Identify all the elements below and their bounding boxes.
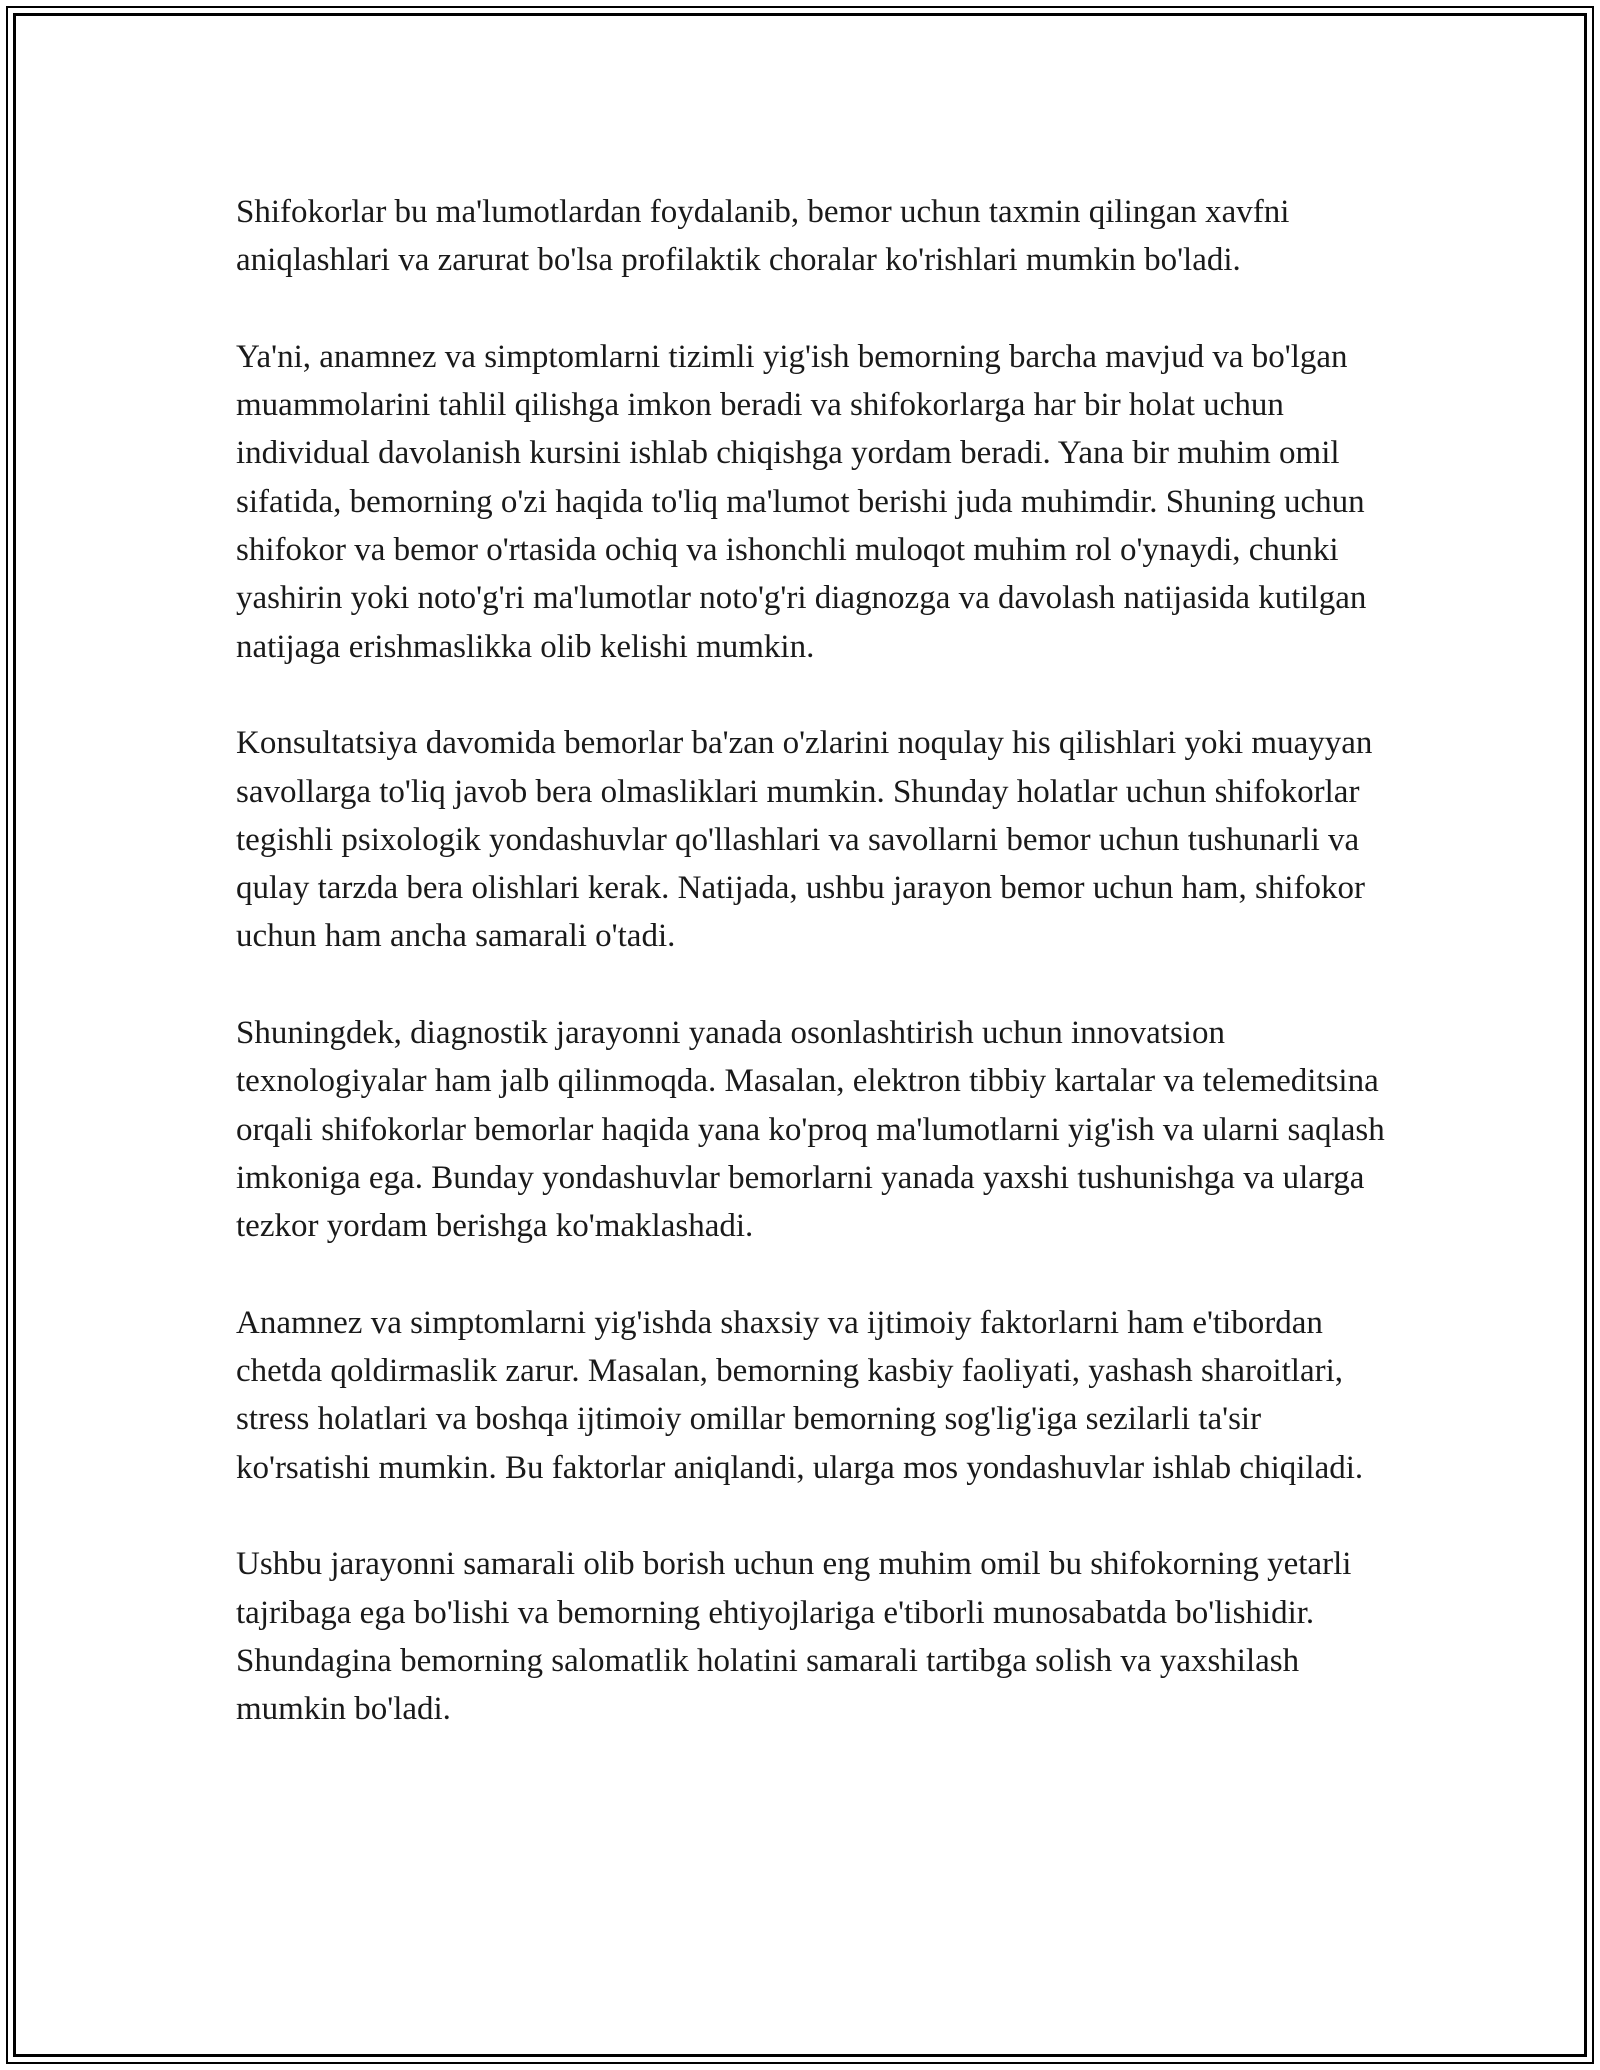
- paragraph-5: Anamnez va simptomlarni yig'ishda shaxsiy va ijtimoiy faktorlarni ham e'tibordan chetda qoldirmaslik zarur. Masalan, bemorning kasbiy faoliyati, yashash sharoitlari, stress holatlari va boshqa ijtimoiy omillar bemorning sog'lig'iga sezilarli ta'sir ko'rsatishi mumkin. Bu faktorlar aniqlandi, ularga mos yondashuvlar ishlab chiqiladi.: [236, 1304, 1364, 1486]
- paragraph-4: Shuningdek, diagnostik jarayonni yanada osonlashtirish uchun innovatsion texnologiyalar ham jalb qilinmoqda. Masalan, elektron tibbiy kartalar va telemeditsina orqali shifokorlar bemorlar haqida yana ko'proq ma'lumotlarni yig'ish va ularni saqlash imkoniga ega. Bunday yondashuvlar bemorlarni yanada yaxshi tushunishga va ularga tezkor yordam berishga ko'maklashadi.: [236, 1015, 1385, 1245]
- paragraph-3: Konsultatsiya davomida bemorlar ba'zan o'zlarini noqulay his qilishlari yoki muayyan savollarga to'liq javob bera olmasliklari mumkin. Shunday holatlar uchun shifokorlar tegishli psixologik yondashuvlar qo'llashlari va savollarni bemor uchun tushunarli va qulay tarzda bera olishlari kerak. Natijada, ushbu jarayon bemor uchun ham, shifokor uchun ham ancha samarali o'tadi.: [236, 725, 1373, 955]
- paragraph-2: Ya'ni, anamnez va simptomlarni tizimli yig'ish bemorning barcha mavjud va bo'lgan muammolarini tahlil qilishga imkon beradi va shifokorlarga har bir holat uchun individual davolanish kursini ishlab chiqishga yordam beradi. Yana bir muhim omil sifatida, bemorning o'zi haqida to'liq ma'lumot berishi juda muhimdir. Shuning uchun shifokor va bemor o'rtasida ochiq va ishonchli muloqot muhim rol o'ynaydi, chunki yashirin yoki noto'g'ri ma'lumotlar noto'g'ri diagnozga va davolash natijasida kutilgan natijaga erishmaslikka olib kelishi mumkin.: [236, 338, 1367, 665]
- paragraph-1: Shifokorlar bu ma'lumotlardan foydalanib, bemor uchun taxmin qilingan xavfni aniqlashlari va zarurat bo'lsa profilaktik choralar ko'rishlari mumkin bo'ladi.: [236, 194, 1290, 279]
- paragraph-6: Ushbu jarayonni samarali olib borish uchun eng muhim omil bu shifokorning yetarli tajribaga ega bo'lishi va bemorning ehtiyojlariga e'tiborli munosabatda bo'lishidir. Shundagina bemorning salomatlik holatini samarali tartibga solish va yaxshilash mumkin bo'ladi.: [236, 1546, 1352, 1728]
- document-body: [236, 188, 1386, 1782]
